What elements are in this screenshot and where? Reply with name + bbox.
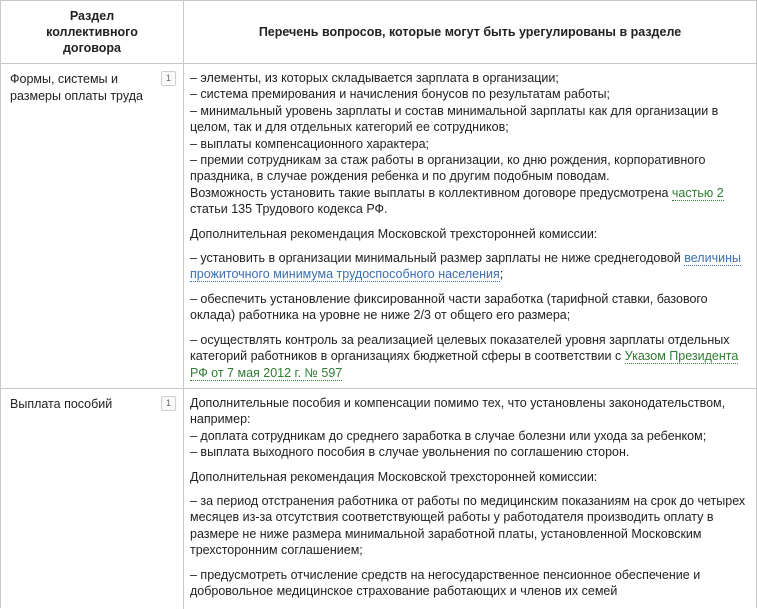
list-item: – выплаты компенсационного характера; (190, 136, 430, 151)
list-item: – минимальный уровень зарплаты и состав минимальной зарплаты как для организации в целом, так и для отдельных категорий ее сотрудников; (190, 103, 719, 135)
recommendation-title: Дополнительная рекомендация Московской трехсторонней комиссии: (190, 226, 598, 241)
possibility-paragraph (190, 185, 746, 218)
header-section-title: Раздел коллективного договора (46, 9, 138, 55)
recommendation-item (190, 332, 746, 381)
footnote-badge[interactable]: 1 (161, 396, 176, 411)
section-name: Формы, системы и размеры оплаты труда (10, 72, 143, 103)
header-issues-title: Перечень вопросов, которые могут быть урегулированы в разделе (258, 25, 682, 39)
table-header-row (1, 1, 756, 64)
recommendation-text: – осуществлять контроль за реализацией целевых показателей уровня зарплаты отдельных категорий работников в организациях бюджетной сферы в соответствии с (190, 332, 730, 364)
recommendation-item (190, 250, 746, 283)
column-divider (183, 63, 184, 388)
column-divider (183, 388, 184, 609)
recommendation-item: – за период отстранения работника от работы по медицинским показаниям на срок до четырех месяцев из-за отсутствия соответствующей работы у работодателя производить оплату в размере не ниже размера минимальной заработной платы, установленной Московским трехсторонним соглашением; (190, 494, 746, 558)
header-section-cell (1, 1, 183, 63)
possibility-text: Возможность установить такие выплаты в коллективном договоре предусмотрена (190, 185, 672, 200)
subsistence-minimum-link[interactable]: величины прожиточного минимума трудоспособного населения (190, 251, 741, 282)
presidential-decree-link[interactable]: Указом Президента РФ от 7 мая 2012 г. № 597 (190, 349, 739, 380)
list-item: Дополнительные пособия и компенсации помимо тех, что установлены законодательством, например: (190, 396, 726, 427)
list-item: – доплата сотрудникам до среднего заработка в случае болезни или ухода за ребенком; (190, 428, 707, 443)
issues-cell (190, 395, 746, 599)
list-item: – элементы, из которых складывается зарплата в организации; (190, 71, 559, 85)
table-row (1, 388, 756, 609)
list-item: – система премирования и начисления бонусов по результатам работы; (190, 87, 610, 102)
recommendation-title: Дополнительная рекомендация Московской трехсторонней комиссии: (190, 469, 598, 484)
recommendation-item: – обеспечить установление фиксированной части заработка (тарифной ставки, базового оклада) работника на уровне не ниже 2/3 от общего его размера; (190, 291, 708, 323)
issues-cell (190, 70, 746, 381)
footnote-badge[interactable]: 1 (161, 71, 176, 86)
list-item: – премии сотрудникам за стаж работы в организации, ко дню рождения, корпоративного праздника, в случае рождения ребенка и по другим подобным поводам. (190, 153, 706, 184)
recommendation-item: – предусмотреть отчисление средств на негосударственное пенсионное обеспечение и добровольное медицинское страхование работающих и членов их семей (190, 567, 701, 599)
list-item: – выплата выходного пособия в случае увольнения по соглашению сторон. (190, 445, 630, 460)
section-name: Выплата пособий (10, 397, 113, 411)
table-row (1, 63, 756, 389)
possibility-tail: статьи 135 Трудового кодекса РФ. (190, 202, 388, 217)
labor-code-link[interactable]: частью 2 (671, 185, 724, 200)
recommendation-tail: ; (499, 267, 504, 282)
recommendation-text: – установить в организации минимальный размер зарплаты не ниже среднегодовой (190, 251, 685, 266)
header-issues-cell (184, 1, 756, 63)
